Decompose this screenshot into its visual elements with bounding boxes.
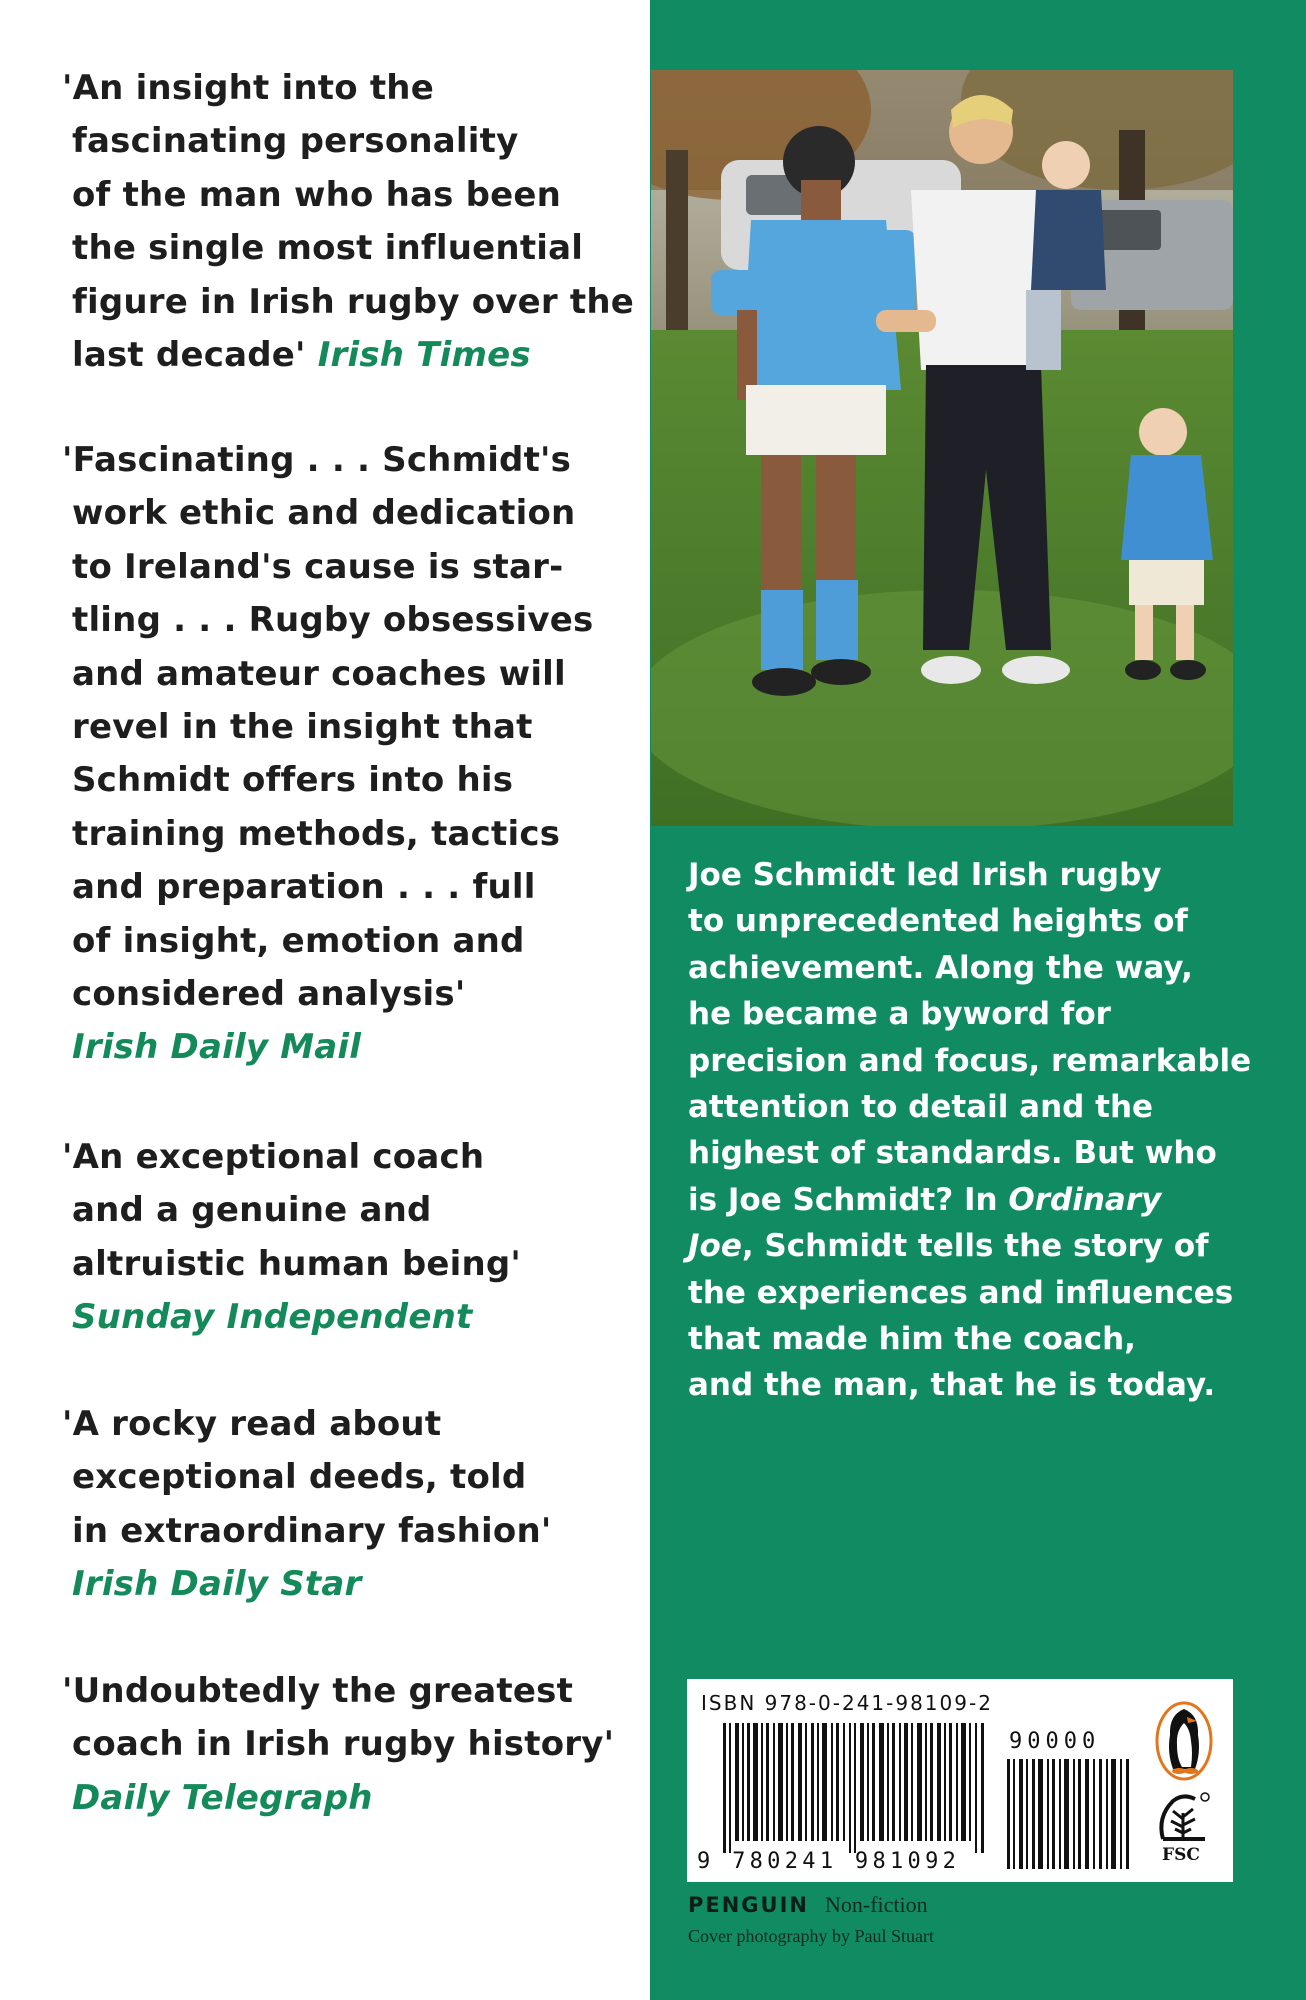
barcode-box — [687, 1679, 1233, 1882]
quote-line: to Ireland's cause is star- — [72, 546, 564, 587]
quotes-column — [0, 0, 650, 2000]
quote-source: Irish Times — [317, 335, 531, 376]
blurb-line: attention to detail and the — [688, 1089, 1154, 1126]
quote-source: Daily Telegraph — [72, 1777, 373, 1818]
blurb-line: that made him the coach, — [688, 1321, 1136, 1358]
blurb-line: precision and focus, remarkable — [688, 1042, 1252, 1079]
quote-line: 'A rocky read about — [62, 1404, 442, 1444]
addon-barcode-icon — [1007, 1759, 1133, 1869]
quote-line: and amateur coaches will — [72, 653, 566, 694]
blurb-line: achievement. Along the way, — [688, 949, 1193, 986]
book-title: Joe — [688, 1228, 742, 1265]
quote-line: last decade' — [72, 335, 306, 376]
review-quote-daily-telegraph — [62, 1665, 642, 1825]
quote-source: Sunday Independent — [72, 1297, 473, 1338]
fsc-tree-icon — [1153, 1787, 1213, 1847]
quote-line: and a genuine and — [72, 1190, 432, 1231]
quote-line: of insight, emotion and — [72, 920, 525, 961]
barcode-digits: 9 780241 981092 — [697, 1849, 961, 1874]
barcode-addon-digits: 90000 — [1009, 1729, 1101, 1754]
quote-line: coach in Irish rugby history' — [72, 1724, 615, 1765]
photo-credit: Cover photography by Paul Stuart — [688, 1926, 934, 1946]
quote-line: 'Fascinating . . . Schmidt's — [62, 440, 572, 480]
penguin-logo-icon — [1155, 1701, 1213, 1781]
quote-line: fascinating personality — [72, 121, 519, 162]
blurb-line: highest of standards. But who — [688, 1135, 1217, 1172]
quote-line: 'An insight into the — [62, 68, 434, 108]
publisher-name: PENGUIN — [688, 1893, 809, 1917]
quote-source: Irish Daily Star — [72, 1564, 362, 1605]
blurb-line: is Joe Schmidt? In — [688, 1181, 1009, 1218]
blurb-line: to unprecedented heights of — [688, 903, 1188, 940]
quote-line: Schmidt offers into his — [72, 760, 514, 801]
blurb-line: , Schmidt tells the story of — [741, 1228, 1209, 1265]
quote-line: in extraordinary fashion' — [72, 1510, 552, 1551]
quote-line: considered analysis' — [72, 974, 466, 1015]
review-quote-irish-daily-star — [62, 1398, 642, 1612]
quote-line: the single most influential — [72, 228, 584, 269]
quote-line: and preparation . . . full — [72, 867, 536, 908]
fsc-label: FSC — [1162, 1845, 1200, 1865]
quote-line: training methods, tactics — [72, 813, 561, 854]
blurb-line: and the man, that he is today. — [688, 1367, 1216, 1404]
cover-photo — [651, 70, 1233, 826]
book-title: Ordinary — [1008, 1181, 1162, 1218]
quote-line: of the man who has been — [72, 174, 562, 215]
blurb-line: the experiences and influences — [688, 1274, 1234, 1311]
imprint-line — [688, 1892, 928, 1918]
isbn-label: ISBN 978-0-241-98109-2 — [701, 1691, 993, 1715]
blurb-line: Joe Schmidt led Irish rugby — [688, 857, 1162, 893]
quote-line: 'An exceptional coach — [62, 1137, 485, 1177]
blurb-line: he became a byword for — [688, 996, 1111, 1033]
review-quote-sunday-independent — [62, 1131, 642, 1345]
quote-line: revel in the insight that — [72, 707, 533, 748]
quote-line: 'Undoubtedly the greatest — [62, 1671, 574, 1711]
quote-line: exceptional deeds, told — [72, 1457, 527, 1498]
quote-line: tling . . . Rugby obsessives — [72, 600, 594, 641]
book-blurb — [688, 852, 1268, 1409]
barcode-icon — [723, 1723, 993, 1853]
review-quote-irish-daily-mail — [62, 434, 642, 1075]
book-category: Non-fiction — [825, 1892, 928, 1917]
review-quote-irish-times — [62, 62, 642, 382]
quote-line: altruistic human being' — [72, 1243, 522, 1284]
quote-line: work ethic and dedication — [72, 493, 576, 534]
quote-line: figure in Irish rugby over the — [72, 281, 635, 322]
quote-source: Irish Daily Mail — [72, 1027, 362, 1068]
